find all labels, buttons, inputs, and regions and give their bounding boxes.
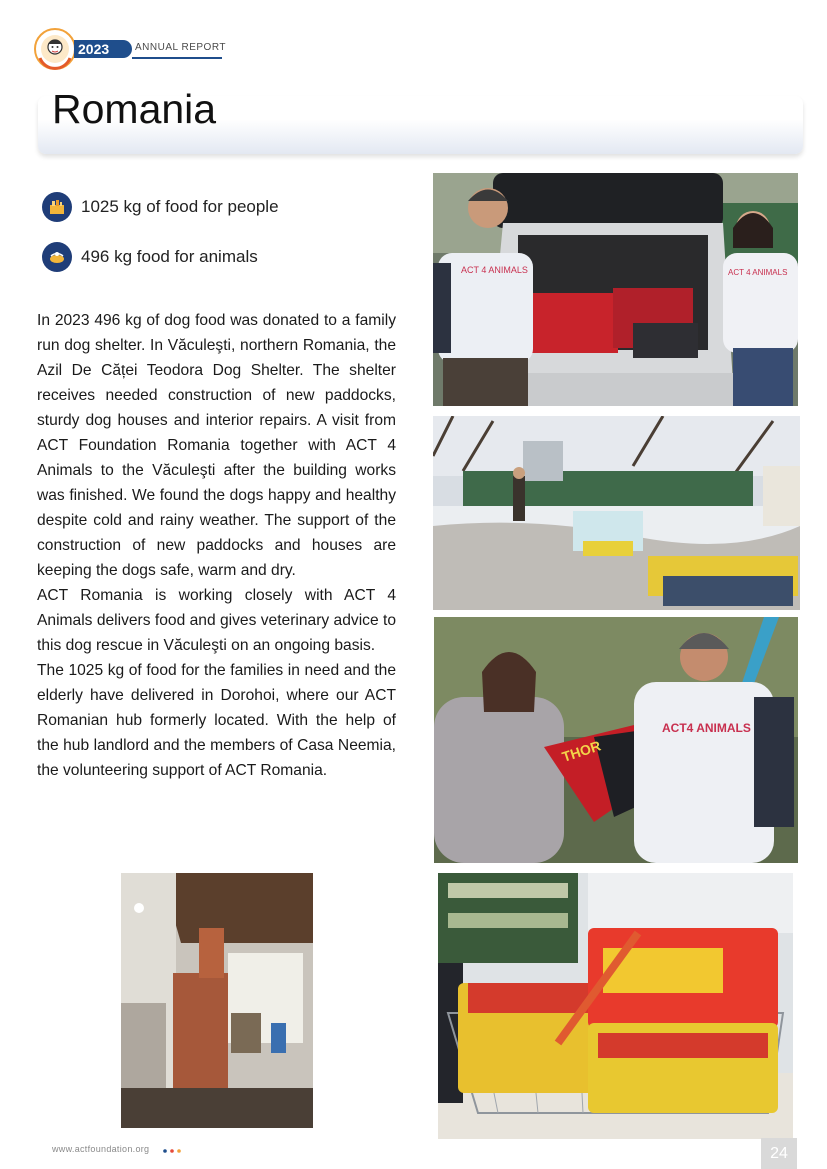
stat-animal-food-text: 496 kg food for animals xyxy=(81,247,258,266)
stat-people-food-text: 1025 kg of food for people xyxy=(81,197,279,216)
article-body xyxy=(37,308,396,783)
photo-shelter-renovation xyxy=(121,873,313,1128)
paragraph-dorohoi: The 1025 kg of food for the families in need and the elderly have delivered in Dorohoi, where our ACT Romanian hub formerly located. With the help of the hub landlord and the members of Casa Neemia, the volunteering support of ACT Romania. xyxy=(37,662,396,779)
bag-brand-text: THOR xyxy=(559,737,603,765)
page-number: 24 xyxy=(761,1138,797,1169)
footer-website: www.actfoundation.org xyxy=(52,1144,150,1154)
pet-food-icon xyxy=(42,242,72,272)
paragraph-shelter: In 2023 496 kg of dog food was donated to a family run dog shelter. In Văculeşti, northern Romania, the Azil De Căței Teodora Dog Shelter. The shelter receives needed construction of new paddocks, sturdy dog houses and interior repairs. A visit from ACT Foundation Romania together with ACT 4 Animals to the Văculeşti after the building works was finished. We found the dogs happy and healthy despite cold and rainy weather. The support of the construction of new paddocks and houses are keeping the dogs safe, warm and dry. xyxy=(37,312,396,579)
page-title: Romania xyxy=(52,86,217,132)
photo-shopping-carts-dog-food xyxy=(438,873,793,1139)
header-divider xyxy=(132,57,222,59)
photo-snowy-shelter-yard xyxy=(433,416,800,610)
shirt-logo-text: ACT 4 ANIMALS xyxy=(461,265,528,275)
shirt-logo-text: ACT4 ANIMALS xyxy=(662,721,751,735)
shirt-logo-text: ACT 4 ANIMALS xyxy=(728,268,788,277)
stat-animal-food xyxy=(42,242,258,272)
stat-people-food xyxy=(42,192,279,222)
annual-report-label: ANNUAL REPORT xyxy=(135,42,226,53)
act-foundation-logo xyxy=(34,28,76,70)
food-box-icon xyxy=(42,192,72,222)
photo-food-bag-handover xyxy=(434,617,798,863)
paragraph-partnership: ACT Romania is working closely with ACT 4 Animals delivers food and gives veterinary advice to this dog rescue in Văculeşti on an ongoing basis. xyxy=(37,587,396,654)
footer-dots xyxy=(162,1143,184,1161)
report-year-badge: 2023 xyxy=(74,40,132,58)
photo-car-food-delivery xyxy=(433,173,798,406)
